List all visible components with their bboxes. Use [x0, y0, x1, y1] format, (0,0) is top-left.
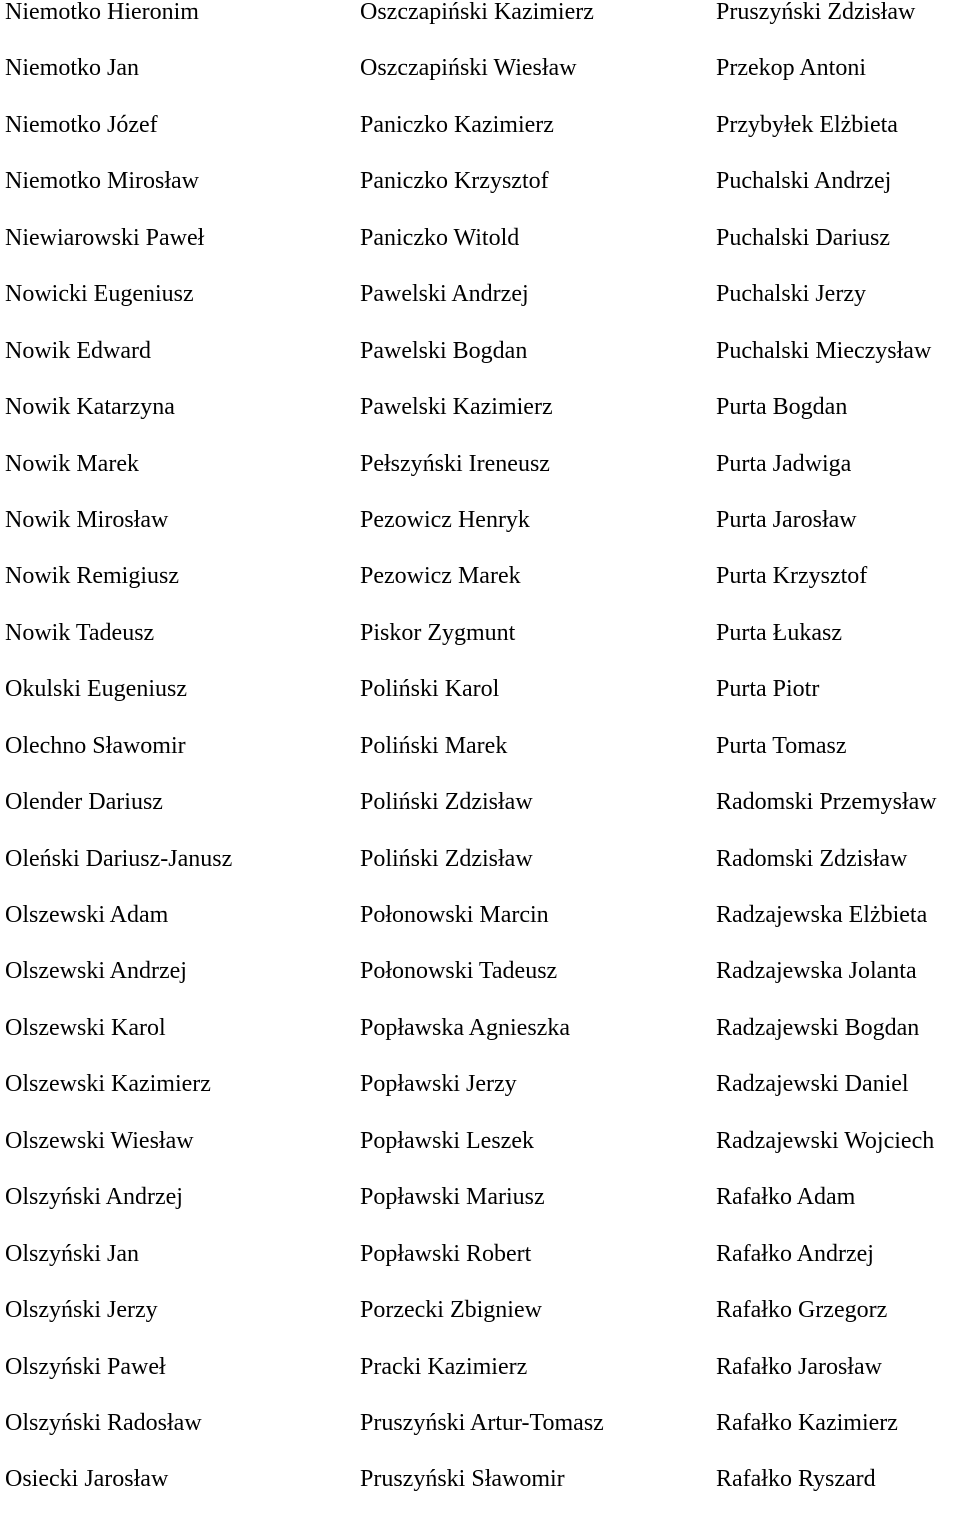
name-entry: Nowicki Eugeniusz	[5, 281, 194, 308]
name-row	[0, 1298, 960, 1354]
name-row	[0, 1072, 960, 1128]
name-row	[0, 113, 960, 169]
name-entry: Oszczapiński Kazimierz	[360, 0, 594, 25]
name-row	[0, 564, 960, 620]
name-row	[0, 790, 960, 846]
name-row	[0, 1185, 960, 1241]
name-row	[0, 959, 960, 1015]
name-row	[0, 1467, 960, 1523]
name-entry: Pawelski Kazimierz	[360, 394, 553, 421]
name-entry: Radzajewski Bogdan	[716, 1014, 920, 1041]
name-entry: Popławska Agnieszka	[360, 1014, 570, 1041]
name-entry: Purta Tomasz	[716, 732, 847, 759]
name-entry: Olszewski Karol	[5, 1014, 166, 1041]
name-entry: Porzecki Zbigniew	[360, 1297, 542, 1324]
name-entry: Popławski Leszek	[360, 1127, 534, 1154]
name-entry: Puchalski Jerzy	[716, 281, 866, 308]
name-row	[0, 734, 960, 790]
name-entry: Olechno Sławomir	[5, 732, 186, 759]
name-entry: Poliński Marek	[360, 732, 508, 759]
name-entry: Przekop Antoni	[716, 55, 866, 82]
name-entry: Olszewski Wiesław	[5, 1127, 194, 1154]
name-entry: Purta Piotr	[716, 676, 820, 703]
name-row	[0, 677, 960, 733]
name-entry: Nowik Tadeusz	[5, 619, 155, 646]
name-entry: Poliński Zdzisław	[360, 789, 533, 816]
name-entry: Rafałko Ryszard	[716, 1466, 876, 1493]
name-entry: Pracki Kazimierz	[360, 1353, 528, 1380]
name-entry: Purta Krzysztof	[716, 563, 868, 590]
name-row	[0, 1242, 960, 1298]
name-entry: Olszyński Jerzy	[5, 1297, 158, 1324]
name-entry: Olszyński Jan	[5, 1240, 139, 1267]
name-entry: Połonowski Marcin	[360, 902, 549, 928]
name-entry: Nowik Remigiusz	[5, 563, 179, 590]
name-row	[0, 226, 960, 282]
name-row	[0, 339, 960, 395]
name-entry: Poliński Zdzisław	[360, 845, 533, 872]
name-entry: Paniczko Kazimierz	[360, 111, 554, 138]
name-row	[0, 621, 960, 677]
name-entry: Pruszyński Artur-Tomasz	[360, 1409, 604, 1436]
name-entry: Pawelski Andrzej	[360, 281, 529, 308]
name-entry: Osiecki Jarosław	[5, 1466, 169, 1493]
name-row	[0, 56, 960, 112]
name-entry: Niemotko Mirosław	[5, 168, 199, 195]
name-entry: Olszyński Radosław	[5, 1409, 202, 1436]
name-entry: Olszewski Adam	[5, 902, 169, 928]
name-row	[0, 1129, 960, 1185]
name-row	[0, 0, 960, 56]
name-entry: Puchalski Andrzej	[716, 168, 892, 195]
name-entry: Purta Jadwiga	[716, 450, 852, 477]
name-row	[0, 1411, 960, 1467]
name-entry: Nowik Edward	[5, 337, 151, 364]
name-entry: Purta Bogdan	[716, 394, 848, 421]
name-entry: Puchalski Dariusz	[716, 224, 890, 251]
name-row	[0, 452, 960, 508]
name-entry: Olszyński Paweł	[5, 1353, 166, 1380]
name-entry: Paniczko Witold	[360, 224, 520, 251]
name-entry: Niewiarowski Paweł	[5, 224, 205, 251]
name-row	[0, 395, 960, 451]
name-entry: Nowik Mirosław	[5, 506, 169, 533]
name-entry: Pezowicz Henryk	[360, 506, 530, 533]
name-entry: Purta Jarosław	[716, 506, 857, 533]
name-entry: Niemotko Hieronim	[5, 0, 199, 25]
name-entry: Przybyłek Elżbieta	[716, 111, 898, 138]
name-row	[0, 903, 960, 959]
name-entry: Radzajewski Wojciech	[716, 1127, 935, 1154]
name-entry: Rafałko Kazimierz	[716, 1409, 898, 1436]
name-entry: Paniczko Krzysztof	[360, 168, 549, 195]
name-entry: Rafałko Adam	[716, 1184, 856, 1211]
name-entry: Radzajewska Elżbieta	[716, 902, 928, 928]
name-entry: Piskor Zygmunt	[360, 619, 516, 646]
name-row	[0, 282, 960, 338]
name-row	[0, 1016, 960, 1072]
name-entry: Niemotko Jan	[5, 55, 139, 82]
name-entry: Poliński Karol	[360, 676, 500, 703]
name-entry: Puchalski Mieczysław	[716, 337, 932, 364]
name-row	[0, 1355, 960, 1411]
name-entry: Pawelski Bogdan	[360, 337, 528, 364]
name-entry: Pruszyński Zdzisław	[716, 0, 916, 25]
name-entry: Popławski Mariusz	[360, 1184, 545, 1211]
name-entry: Purta Łukasz	[716, 619, 842, 646]
name-entry: Rafałko Grzegorz	[716, 1297, 888, 1324]
name-entry: Pruszyński Sławomir	[360, 1466, 565, 1493]
name-entry: Rafałko Jarosław	[716, 1353, 882, 1380]
name-entry: Olender Dariusz	[5, 789, 163, 816]
name-entry: Olszyński Andrzej	[5, 1184, 183, 1211]
name-row	[0, 169, 960, 225]
name-entry: Popławski Robert	[360, 1240, 532, 1267]
name-entry: Połonowski Tadeusz	[360, 958, 558, 985]
name-entry: Okulski Eugeniusz	[5, 676, 187, 703]
name-entry: Radzajewska Jolanta	[716, 958, 917, 985]
name-entry: Olszewski Andrzej	[5, 958, 187, 985]
name-row	[0, 508, 960, 564]
name-entry: Nowik Katarzyna	[5, 394, 175, 421]
name-entry: Radzajewski Daniel	[716, 1071, 909, 1098]
name-entry: Radomski Przemysław	[716, 789, 937, 816]
name-entry: Pezowicz Marek	[360, 563, 521, 590]
name-entry: Radomski Zdzisław	[716, 845, 908, 872]
name-entry: Rafałko Andrzej	[716, 1240, 874, 1267]
name-entry: Niemotko Józef	[5, 111, 158, 138]
name-entry: Olszewski Kazimierz	[5, 1071, 211, 1098]
name-entry: Popławski Jerzy	[360, 1071, 517, 1098]
name-row	[0, 847, 960, 903]
name-entry: Oszczapiński Wiesław	[360, 55, 577, 82]
name-entry: Oleński Dariusz-Janusz	[5, 845, 233, 872]
name-entry: Nowik Marek	[5, 450, 139, 477]
name-entry: Pełszyński Ireneusz	[360, 450, 550, 477]
